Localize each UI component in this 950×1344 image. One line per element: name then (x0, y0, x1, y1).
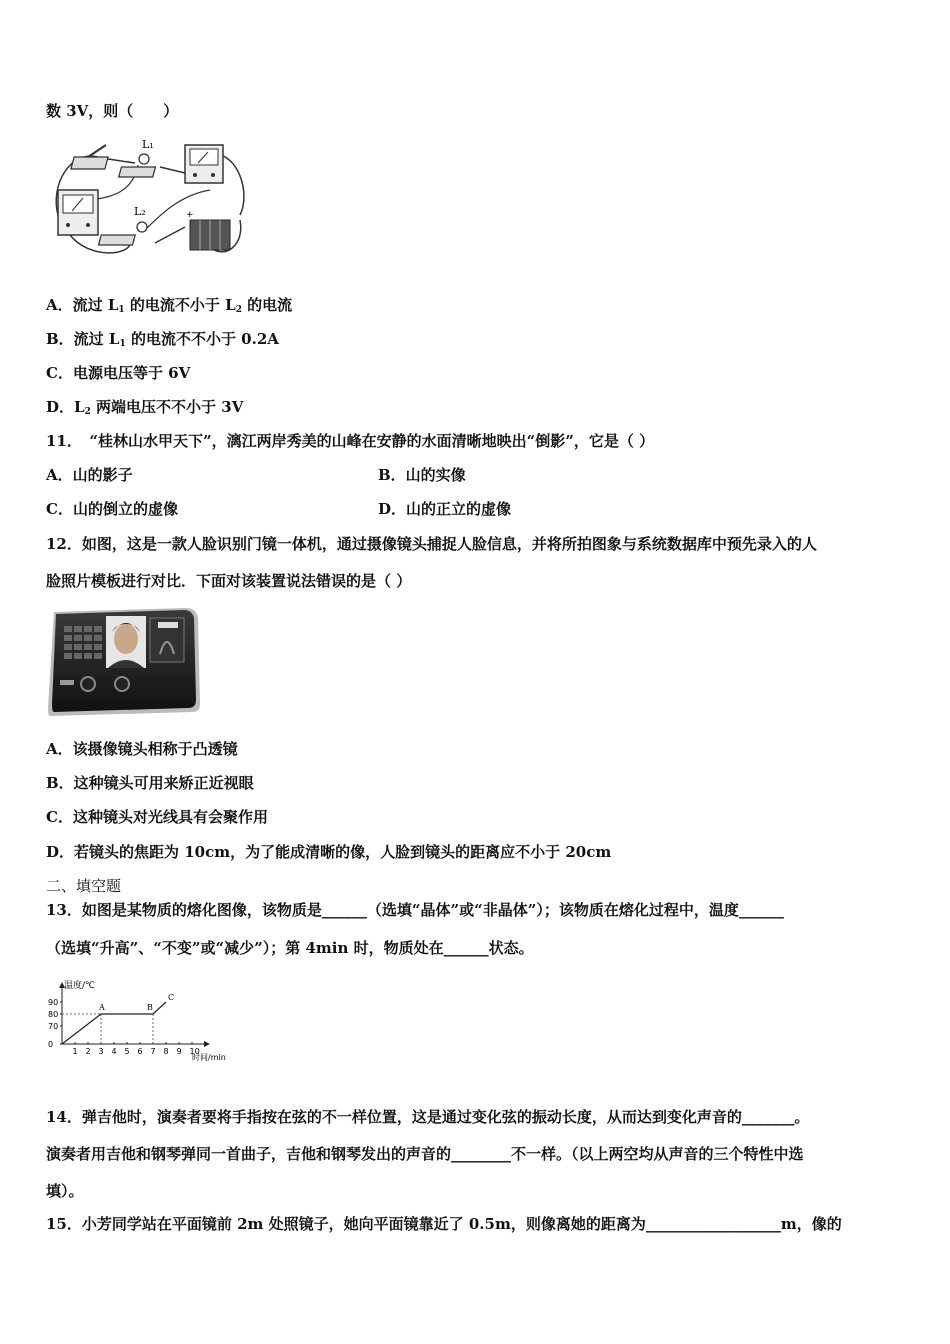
q10-option-d: D．$L_2$ 两端电压不不小于 3V (46, 398, 244, 417)
chart-ylabel: 温度/℃ (64, 981, 96, 991)
chart-ytick-label: 70 (48, 1022, 59, 1031)
q13-line1: 13．如图是某物质的熔化图像，该物质是______（选填“晶体”或“非晶体”）；该物质在熔化过程中，温度______ (46, 901, 784, 919)
melting-chart (44, 976, 226, 1064)
q10-option-a: A．流过 $L_1$ 的电流不小于 $L_2$ 的电流 (46, 296, 293, 315)
q12-option-d: D．若镜头的焦距为 10cm，为了能成清晰的像，人脸到镜头的距离应不小于 20cm (46, 843, 612, 861)
q12-stem-line1: 12．如图，这是一款人脸识别门镜一体机，通过摄像镜头捕捉人脸信息，并将所拍图象与系统数据库中预先录入的人 (46, 535, 817, 553)
q10-option-b: B．流过 $L_1$ 的电流不不小于 0.2A (46, 330, 279, 349)
chart-xtick-label: 10 (189, 1047, 200, 1056)
q12-option-b: B．这种镜头可用来矫正近视眼 (46, 774, 254, 792)
chart-ytick-label: 90 (48, 998, 59, 1007)
q11-option-c: C．山的倒立的虚像 (46, 500, 178, 518)
q12-option-c: C．这种镜头对光线具有会聚作用 (46, 808, 268, 826)
q11-stem: 11． “桂林山水甲天下”，漓江两岸秀美的山峰在安静的水面清晰地映出“倒影”，它是（ ） (46, 432, 655, 450)
label-l2: L₂ (134, 205, 146, 218)
q14-line3: 填）。 (46, 1182, 84, 1200)
chart-x-arrow (204, 1041, 210, 1047)
chart-point-label-a: A (99, 1003, 105, 1012)
chart-xtick-label: 6 (137, 1047, 143, 1056)
q15-line1: 15．小芳同学站在平面镜前 2m 处照镜子，她向平面镜靠近了 0.5m，则像离她的距离为__________________m，像的 (46, 1215, 842, 1233)
q11-option-b: B．山的实像 (378, 466, 466, 484)
q12-option-a: A．该摄像镜头相称于凸透镜 (46, 740, 238, 758)
chart-xlabel: 时间/min (192, 1053, 226, 1062)
q11-option-d: D．山的正立的虚像 (378, 500, 512, 518)
q10-option-c: C．电源电压等于 6V (46, 364, 191, 382)
label-plus: + (186, 210, 194, 220)
q10-stem-tail: 数 3V，则（ ） (46, 102, 179, 120)
chart-xtick-label: 2 (85, 1047, 91, 1056)
label-l1: L₁ (142, 138, 154, 151)
chart-xtick-label: 7 (150, 1047, 156, 1056)
q13-line2: （选填“升高”、“不变”或“减少”）；第 4min 时，物质处在______状态。 (46, 939, 534, 957)
chart-xtick-label: 4 (111, 1047, 117, 1056)
q11-option-a: A．山的影子 (46, 466, 133, 484)
chart-xtick-label: 3 (98, 1047, 104, 1056)
section-title: 二、填空题 (46, 877, 122, 895)
chart-point-label-c: C (168, 993, 175, 1002)
chart-xtick-label: 8 (163, 1047, 169, 1056)
chart-ytick-label: 80 (48, 1010, 59, 1019)
chart-xtick-label: 5 (124, 1047, 130, 1056)
chart-point-label-b: B (147, 1003, 153, 1012)
chart-xtick-label: 1 (72, 1047, 78, 1056)
q14-line2: 演奏者用吉他和钢琴弹同一首曲子，吉他和钢琴发出的声音的________不一样。（以上两空均从声音的三个特性中选 (46, 1145, 804, 1163)
chart-xtick-label: 9 (176, 1047, 182, 1056)
chart-ytick-label: 0 (48, 1040, 54, 1049)
face-device-figure (46, 604, 202, 719)
circuit-figure (50, 135, 250, 263)
q14-line1: 14．弹吉他时，演奏者要将手指按在弦的不一样位置，这是通过变化弦的振动长度，从而达到变化声音的_______。 (46, 1108, 810, 1126)
q12-stem-line2: 脸照片模板进行对比．下面对该装置说法错误的是（ ） (46, 572, 412, 590)
